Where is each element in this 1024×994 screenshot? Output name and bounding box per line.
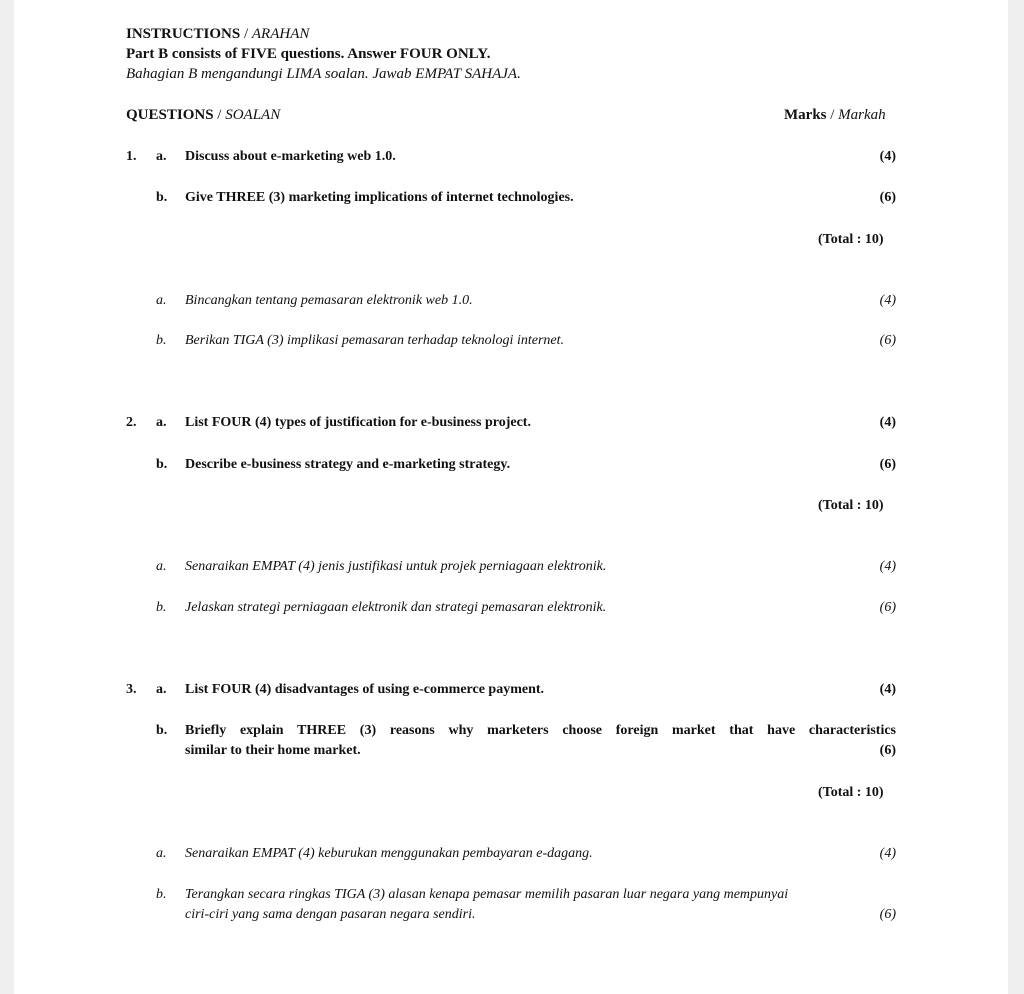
translation-letter: a. [156,293,167,308]
question-total: (Total : 10) [818,498,884,513]
translation-text: Senaraikan EMPAT (4) jenis justifikasi untuk projek perniagaan elektronik. [185,559,607,574]
translation-text: Senaraikan EMPAT (4) keburukan menggunakan pembayaran e-dagang. [185,846,593,861]
question-number: 3. [126,682,137,697]
question-letter: a. [156,682,167,697]
question-marks: (6) [879,457,896,472]
translation-letter: b. [156,600,167,615]
question-letter: b. [156,723,168,738]
question-text: Briefly explain THREE (3) reasons why marketers choose foreign market that have characteristics [185,723,896,738]
question-marks: (6) [879,743,896,758]
translation-marks: (4) [879,846,896,861]
translation-text: Bincangkan tentang pemasaran elektronik web 1.0. [185,293,473,308]
instructions-heading: INSTRUCTIONS / ARAHAN [126,26,310,42]
marks-heading: Marks / Markah [784,107,886,123]
translation-letter: a. [156,559,167,574]
part-b-instruction-en: Part B consists of FIVE questions. Answer FOUR ONLY. [126,46,491,62]
question-letter: b. [156,190,168,205]
translation-text: Jelaskan strategi perniagaan elektronik dan strategi pemasaran elektronik. [185,600,607,615]
question-number: 2. [126,415,137,430]
part-b-instruction-ms: Bahagian B mengandungi LIMA soalan. Jawab EMPAT SAHAJA. [126,66,521,82]
question-total: (Total : 10) [818,232,884,247]
translation-text-continued: ciri-ciri yang sama dengan pasaran negara sendiri. [185,907,476,922]
translation-marks: (4) [879,293,896,308]
translation-marks: (4) [879,559,896,574]
translation-marks: (6) [879,600,896,615]
question-text: Give THREE (3) marketing implications of internet technologies. [185,190,574,205]
question-text: List FOUR (4) types of justification for e-business project. [185,415,531,430]
exam-page [14,0,1008,994]
translation-marks: (6) [879,907,896,922]
questions-heading: QUESTIONS / SOALAN [126,107,281,123]
question-letter: a. [156,415,167,430]
question-text-continued: similar to their home market. [185,743,361,758]
question-marks: (4) [879,682,896,697]
question-text: Discuss about e-marketing web 1.0. [185,149,396,164]
question-number: 1. [126,149,137,164]
translation-text: Berikan TIGA (3) implikasi pemasaran terhadap teknologi internet. [185,333,564,348]
translation-marks: (6) [879,333,896,348]
question-letter: b. [156,457,168,472]
question-marks: (4) [879,149,896,164]
question-text: Describe e-business strategy and e-marketing strategy. [185,457,511,472]
question-marks: (4) [879,415,896,430]
translation-letter: b. [156,333,167,348]
translation-text: Terangkan secara ringkas TIGA (3) alasan kenapa pemasar memilih pasaran luar negara yang mempunyai [185,887,789,902]
question-marks: (6) [879,190,896,205]
question-total: (Total : 10) [818,785,884,800]
question-letter: a. [156,149,167,164]
question-text: List FOUR (4) disadvantages of using e-commerce payment. [185,682,545,697]
translation-letter: b. [156,887,167,902]
translation-letter: a. [156,846,167,861]
